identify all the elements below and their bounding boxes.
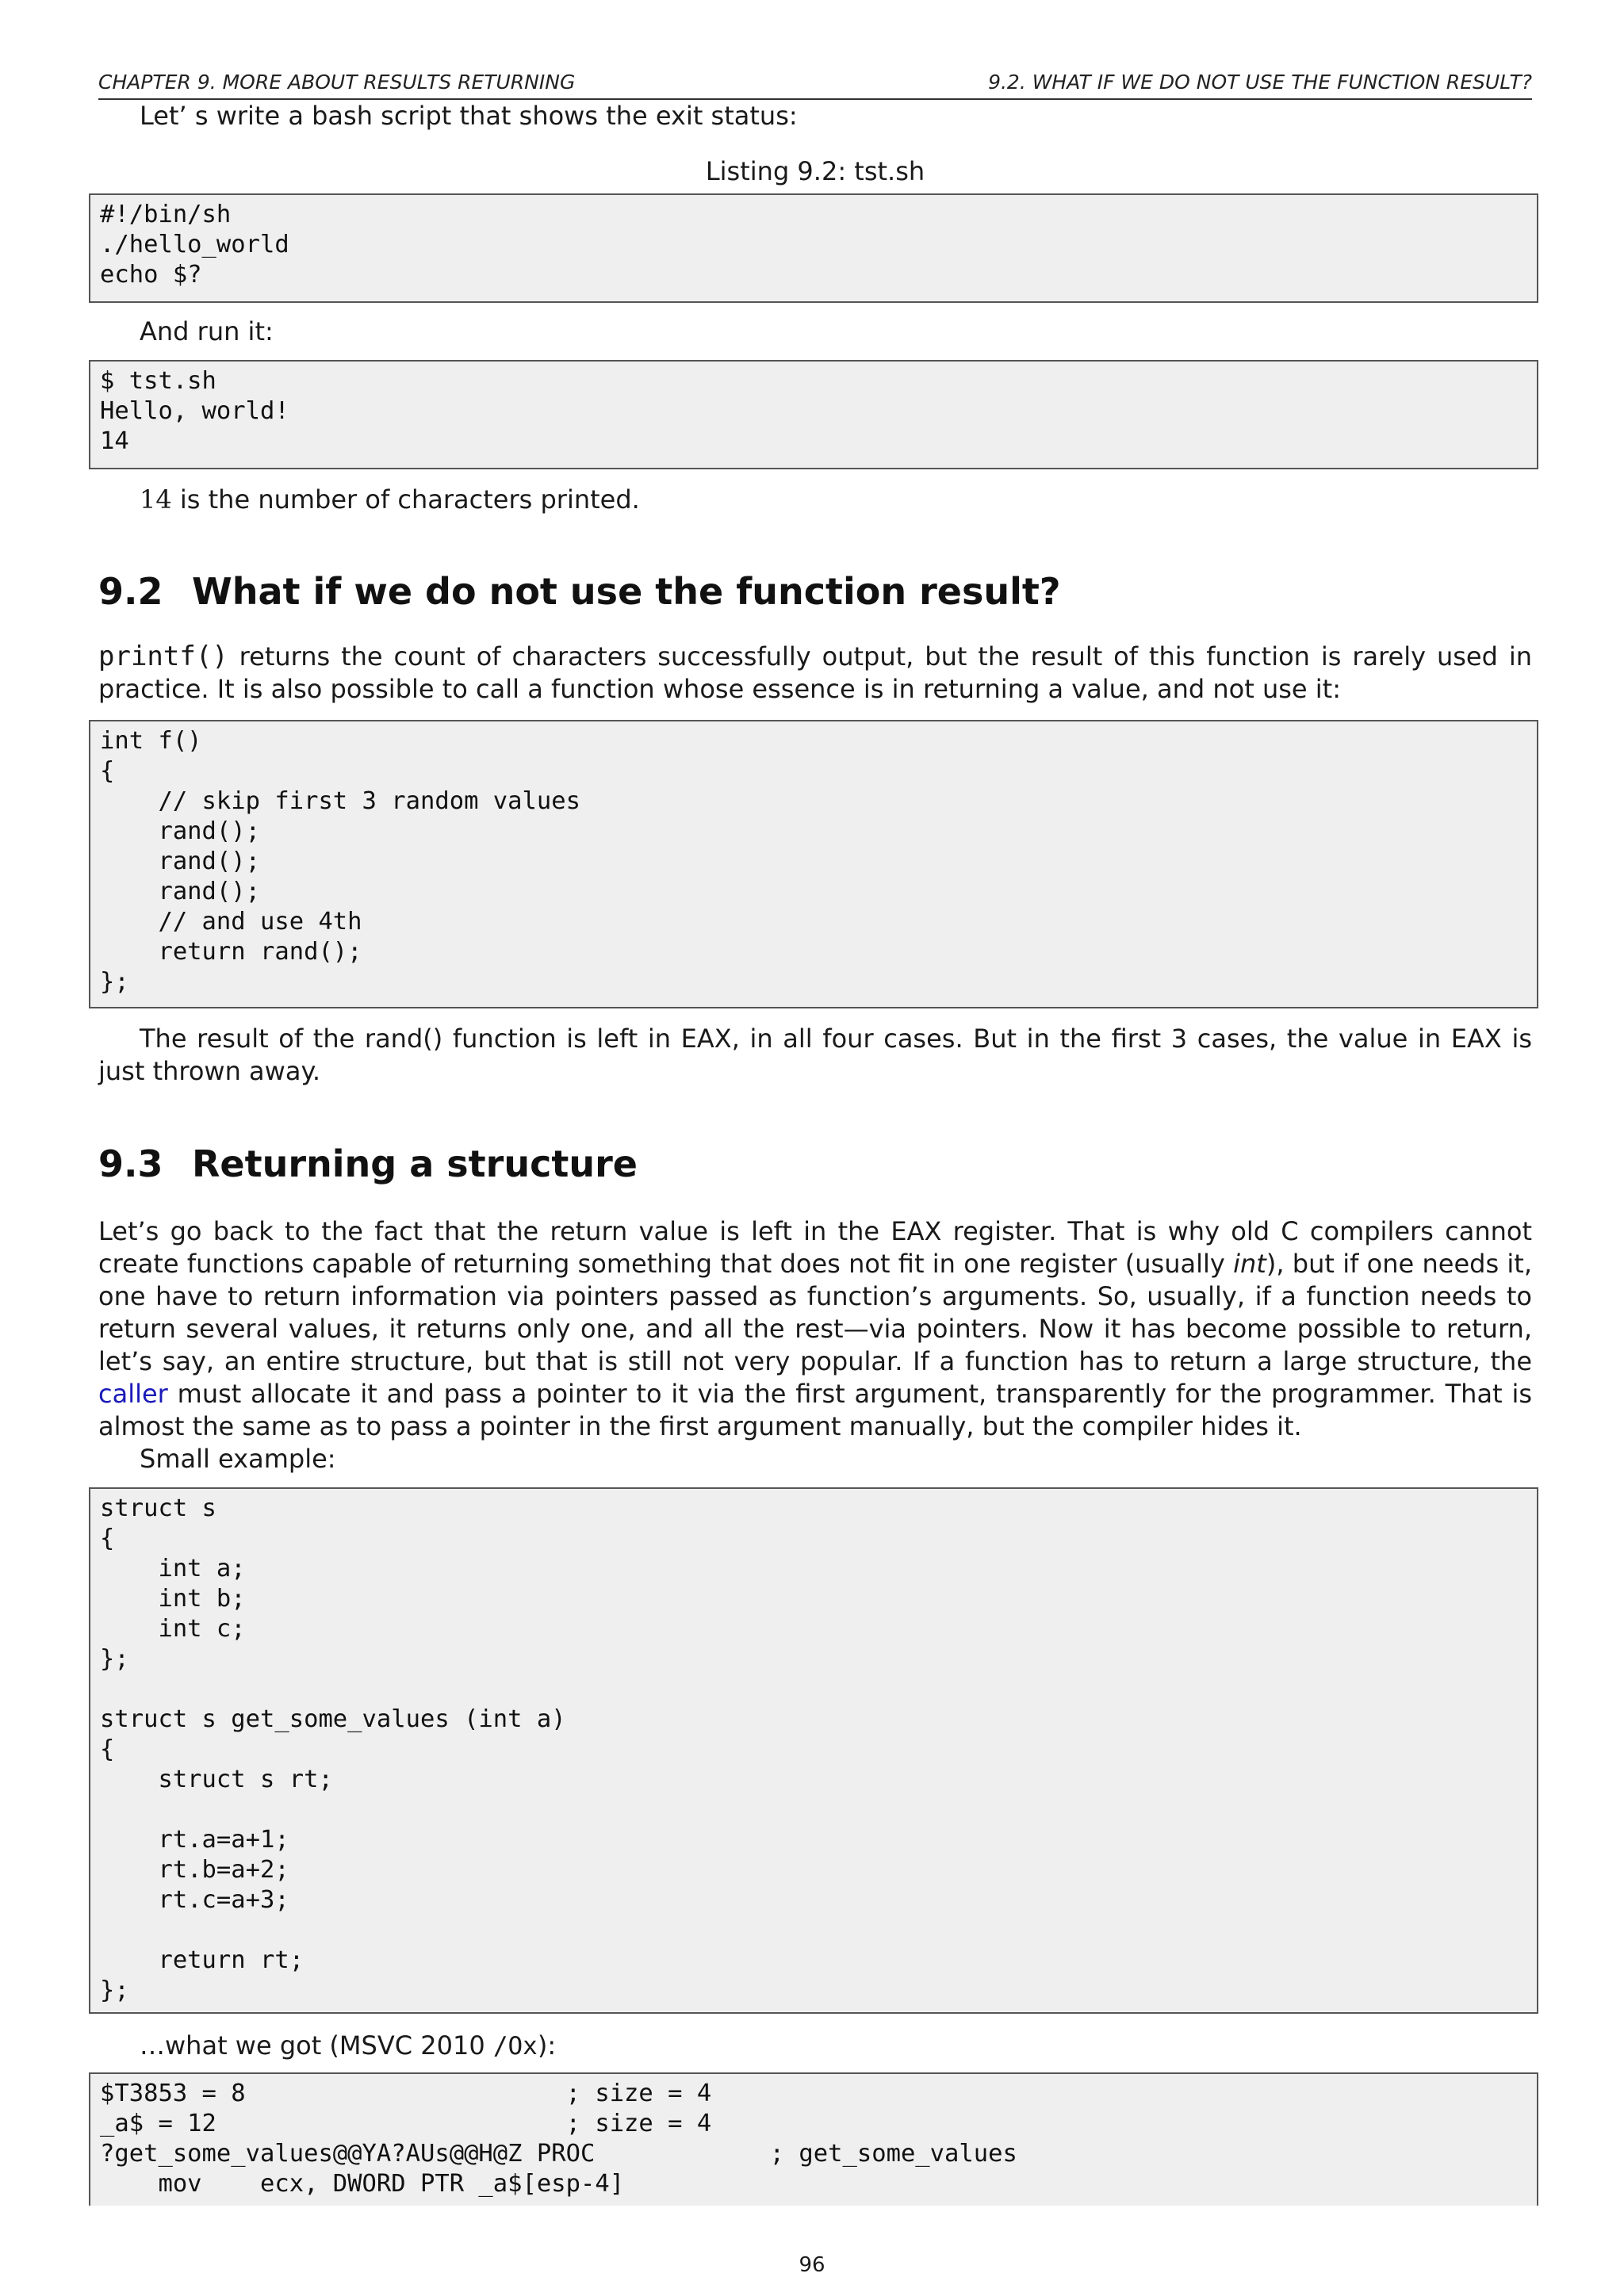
- running-header: [98, 67, 1532, 100]
- code-block-struct: [89, 1487, 1538, 2014]
- paragraph-text: returns the count of characters successfully output, but the result of this function is rarely used in practice. It is also possible to call a function whose essence is in returning a value, and not use it:: [98, 641, 1532, 704]
- chars-text: is the number of characters printed.: [171, 484, 640, 515]
- small-example-label: Small example:: [140, 1444, 336, 1474]
- what-we-got-paragraph: [140, 2030, 1535, 2063]
- section-heading-9-2: [98, 569, 1532, 614]
- chars-count: 14: [140, 484, 172, 515]
- chars-paragraph: [140, 484, 1535, 516]
- section-title: Returning a structure: [192, 1142, 638, 1185]
- emphasis-int: int: [1233, 1249, 1266, 1279]
- caller-link[interactable]: caller: [98, 1379, 168, 1409]
- run-paragraph: And run it:: [140, 316, 274, 346]
- code-block-tst-sh: [89, 193, 1538, 303]
- intro-paragraph: Let’ s write a bash script that shows the exit status:: [140, 101, 798, 131]
- paragraph-text: …what we got (MSVC 2010: [140, 2030, 493, 2061]
- section-heading-9-3: [98, 1142, 1532, 1186]
- header-section: 9.2. WHAT IF WE DO NOT USE THE FUNCTION RESULT?: [988, 71, 1532, 94]
- code-block-run-output: [89, 360, 1538, 469]
- code-text: $ tst.sh Hello, world! 14: [100, 367, 289, 455]
- code-text: $T3853 = 8 ; size = 4 _a$ = 12 ; size = 4 ?get_some_values@@YA?AUs@@H@Z PROC ; get_some_values mov ecx, DWORD PTR _a$[esp-4]: [100, 2080, 1017, 2198]
- section-number: 9.3: [98, 1142, 163, 1185]
- code-text: struct s { int a; int b; int c; }; struct s get_some_values (int a) { struct s rt; rt.a=a+1; rt.b=a+2; rt.c=a+3; return rt; };: [100, 1494, 566, 2004]
- printf-paragraph: [98, 641, 1532, 706]
- code-block-rand: [89, 720, 1538, 1008]
- section-number: 9.2: [98, 570, 163, 613]
- paragraph-text: ), but if one needs it, one have to return information via pointers passed as function’s arguments. So, usually, if a function needs to return several values, it returns only one, and all the rest—via pointers. Now it has become possible to return, let’s say, an entire structure, but that is still not very popular. If a function has to return a large structure, the: [98, 1249, 1533, 1376]
- code-text: #!/bin/sh ./hello_world echo $?: [100, 201, 289, 289]
- rand-result-paragraph: The result of the rand() function is left in EAX, in all four cases. But in the first 3 cases, the value in EAX is just thrown away.: [98, 1024, 1532, 1086]
- inline-code: printf(): [98, 641, 228, 672]
- paragraph-text: must allocate it and pass a pointer to it via the first argument, transparently for the programmer. That is almost the same as to pass a pointer in the first argument manually, but the compiler hides it.: [98, 1379, 1532, 1441]
- paragraph-text: ):: [537, 2030, 557, 2061]
- inline-code: /Ox: [492, 2032, 538, 2061]
- section-title: What if we do not use the function result?: [192, 570, 1061, 613]
- code-text: int f() { // skip first 3 random values rand(); rand(); rand(); // and use 4th return rand(); };: [100, 727, 580, 996]
- page-number: 96: [799, 2253, 825, 2277]
- header-chapter: CHAPTER 9. MORE ABOUT RESULTS RETURNING: [98, 71, 576, 94]
- structure-paragraph: [98, 1215, 1532, 1443]
- listing-caption: Listing 9.2: tst.sh: [705, 156, 925, 186]
- code-block-asm: [89, 2072, 1538, 2206]
- paragraph-text: Let’s go back to the fact that the return value is left in the EAX register. That is why old C compilers cannot create functions capable of returning something that does not fit in one register (usually: [98, 1216, 1532, 1279]
